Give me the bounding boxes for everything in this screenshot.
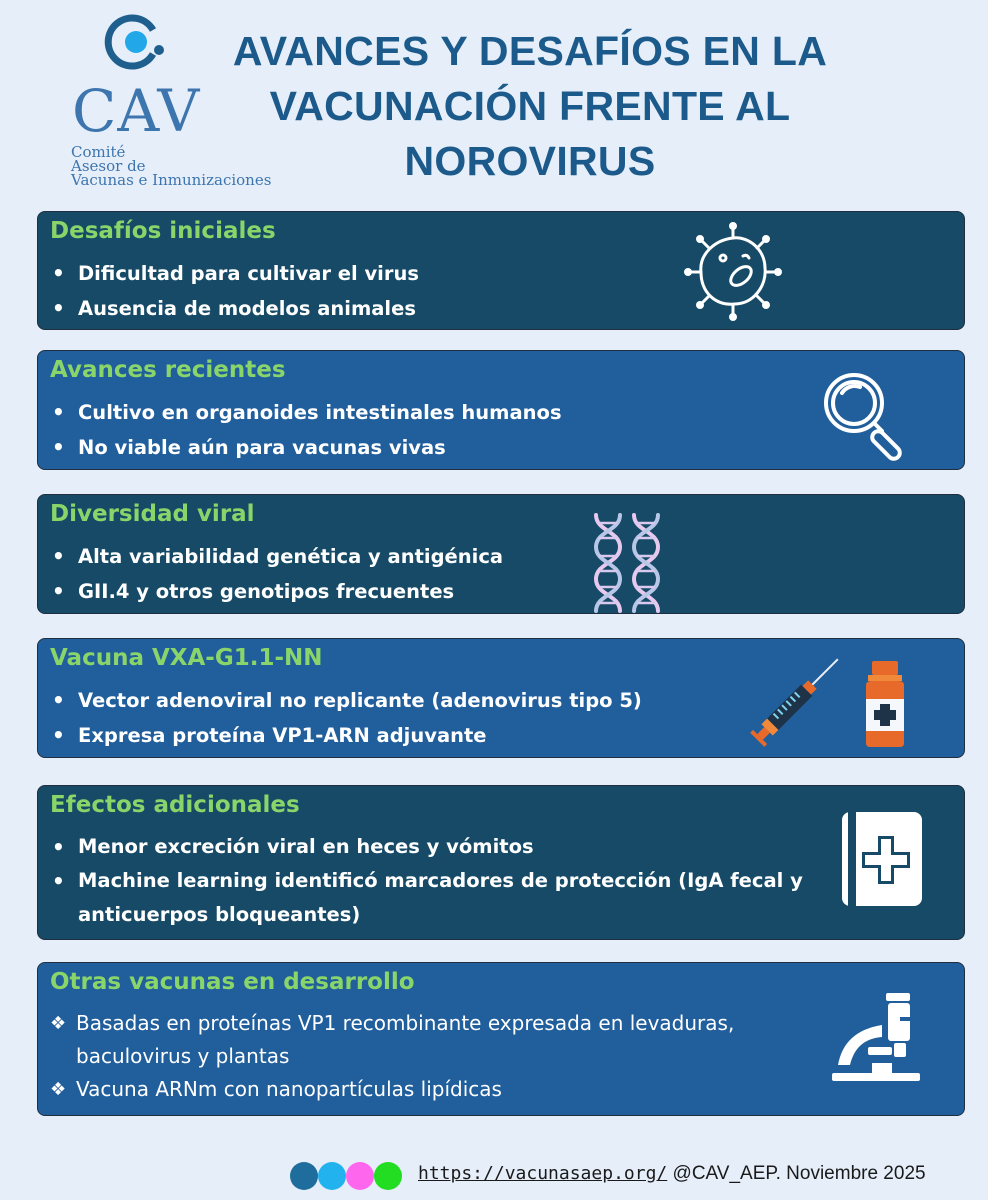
logo-subtitle: Comité Asesor de Vacunas e Inmunizaciones	[71, 143, 272, 189]
virus-icon	[683, 222, 783, 322]
footer-credit: @CAV_AEP. Noviembre 2025	[667, 1163, 926, 1184]
section-title: Otras vacunas en desarrollo	[50, 969, 415, 995]
footer-dot	[290, 1162, 318, 1190]
section-vacuna-vxa	[37, 638, 965, 758]
section-diversidad-viral	[37, 494, 965, 614]
section-title: Desafíos iniciales	[50, 218, 276, 244]
page-title: AVANCES Y DESAFÍOS EN LA VACUNACIÓN FRENTE AL NOROVIRUS	[232, 28, 828, 184]
footer-dot	[318, 1162, 346, 1190]
vial-icon	[860, 659, 910, 749]
medical-book-icon	[838, 806, 930, 910]
bullet-list	[48, 539, 503, 609]
footer	[418, 1163, 926, 1185]
bullet-list	[48, 830, 803, 932]
list-item-continuation: anticuerpos bloqueantes)	[78, 903, 361, 926]
footer-dot	[374, 1162, 402, 1190]
list-item: • GII.4 y otros genotipos frecuentes	[48, 574, 503, 609]
section-title: Avances recientes	[50, 357, 286, 383]
section-efectos-adicionales	[37, 785, 965, 940]
dna-icon	[590, 513, 664, 613]
website-link[interactable]: https://vacunasaep.org/	[418, 1163, 668, 1184]
bullet-list	[48, 256, 419, 326]
section-avances-recientes	[37, 350, 965, 470]
section-title: Efectos adicionales	[50, 792, 300, 818]
list-item: • Expresa proteína VP1-ARN adjuvante	[48, 718, 642, 753]
section-title: Diversidad viral	[50, 501, 255, 527]
footer-dot	[346, 1162, 374, 1190]
list-item: • Menor excreción viral en heces y vómitos	[48, 830, 803, 864]
magnifier-icon	[820, 371, 916, 461]
footer-dots	[288, 1160, 408, 1194]
list-item-continuation: baculovirus y plantas	[76, 1044, 290, 1068]
list-item: • Vector adenoviral no replicante (adenovirus tipo 5)	[48, 683, 642, 718]
list-item: • Cultivo en organoides intestinales humanos	[48, 395, 562, 430]
list-item: • Alta variabilidad genética y antigénica	[48, 539, 503, 574]
syringe-icon	[744, 655, 844, 751]
section-desafios-iniciales	[37, 211, 965, 330]
bullet-list	[48, 683, 642, 753]
microscope-icon	[828, 991, 928, 1087]
list-item: • No viable aún para vacunas vivas	[48, 430, 562, 465]
list-item: ❖ Vacuna ARNm con nanopartículas lipídicas	[48, 1073, 734, 1106]
list-item: • Dificultad para cultivar el virus	[48, 256, 419, 291]
section-otras-vacunas	[37, 962, 965, 1116]
list-item: • Ausencia de modelos animales	[48, 291, 419, 326]
bullet-list	[48, 395, 562, 465]
logo-wordmark: CAV	[72, 77, 201, 145]
cav-logo-mark-icon	[104, 10, 168, 74]
list-item: • Machine learning identificó marcadores de protección (IgA fecal y	[48, 864, 803, 898]
bullet-list	[48, 1007, 734, 1106]
list-item: ❖ Basadas en proteínas VP1 recombinante expresada en levaduras,	[48, 1007, 734, 1040]
section-title: Vacuna VXA-G1.1-NN	[50, 645, 323, 671]
